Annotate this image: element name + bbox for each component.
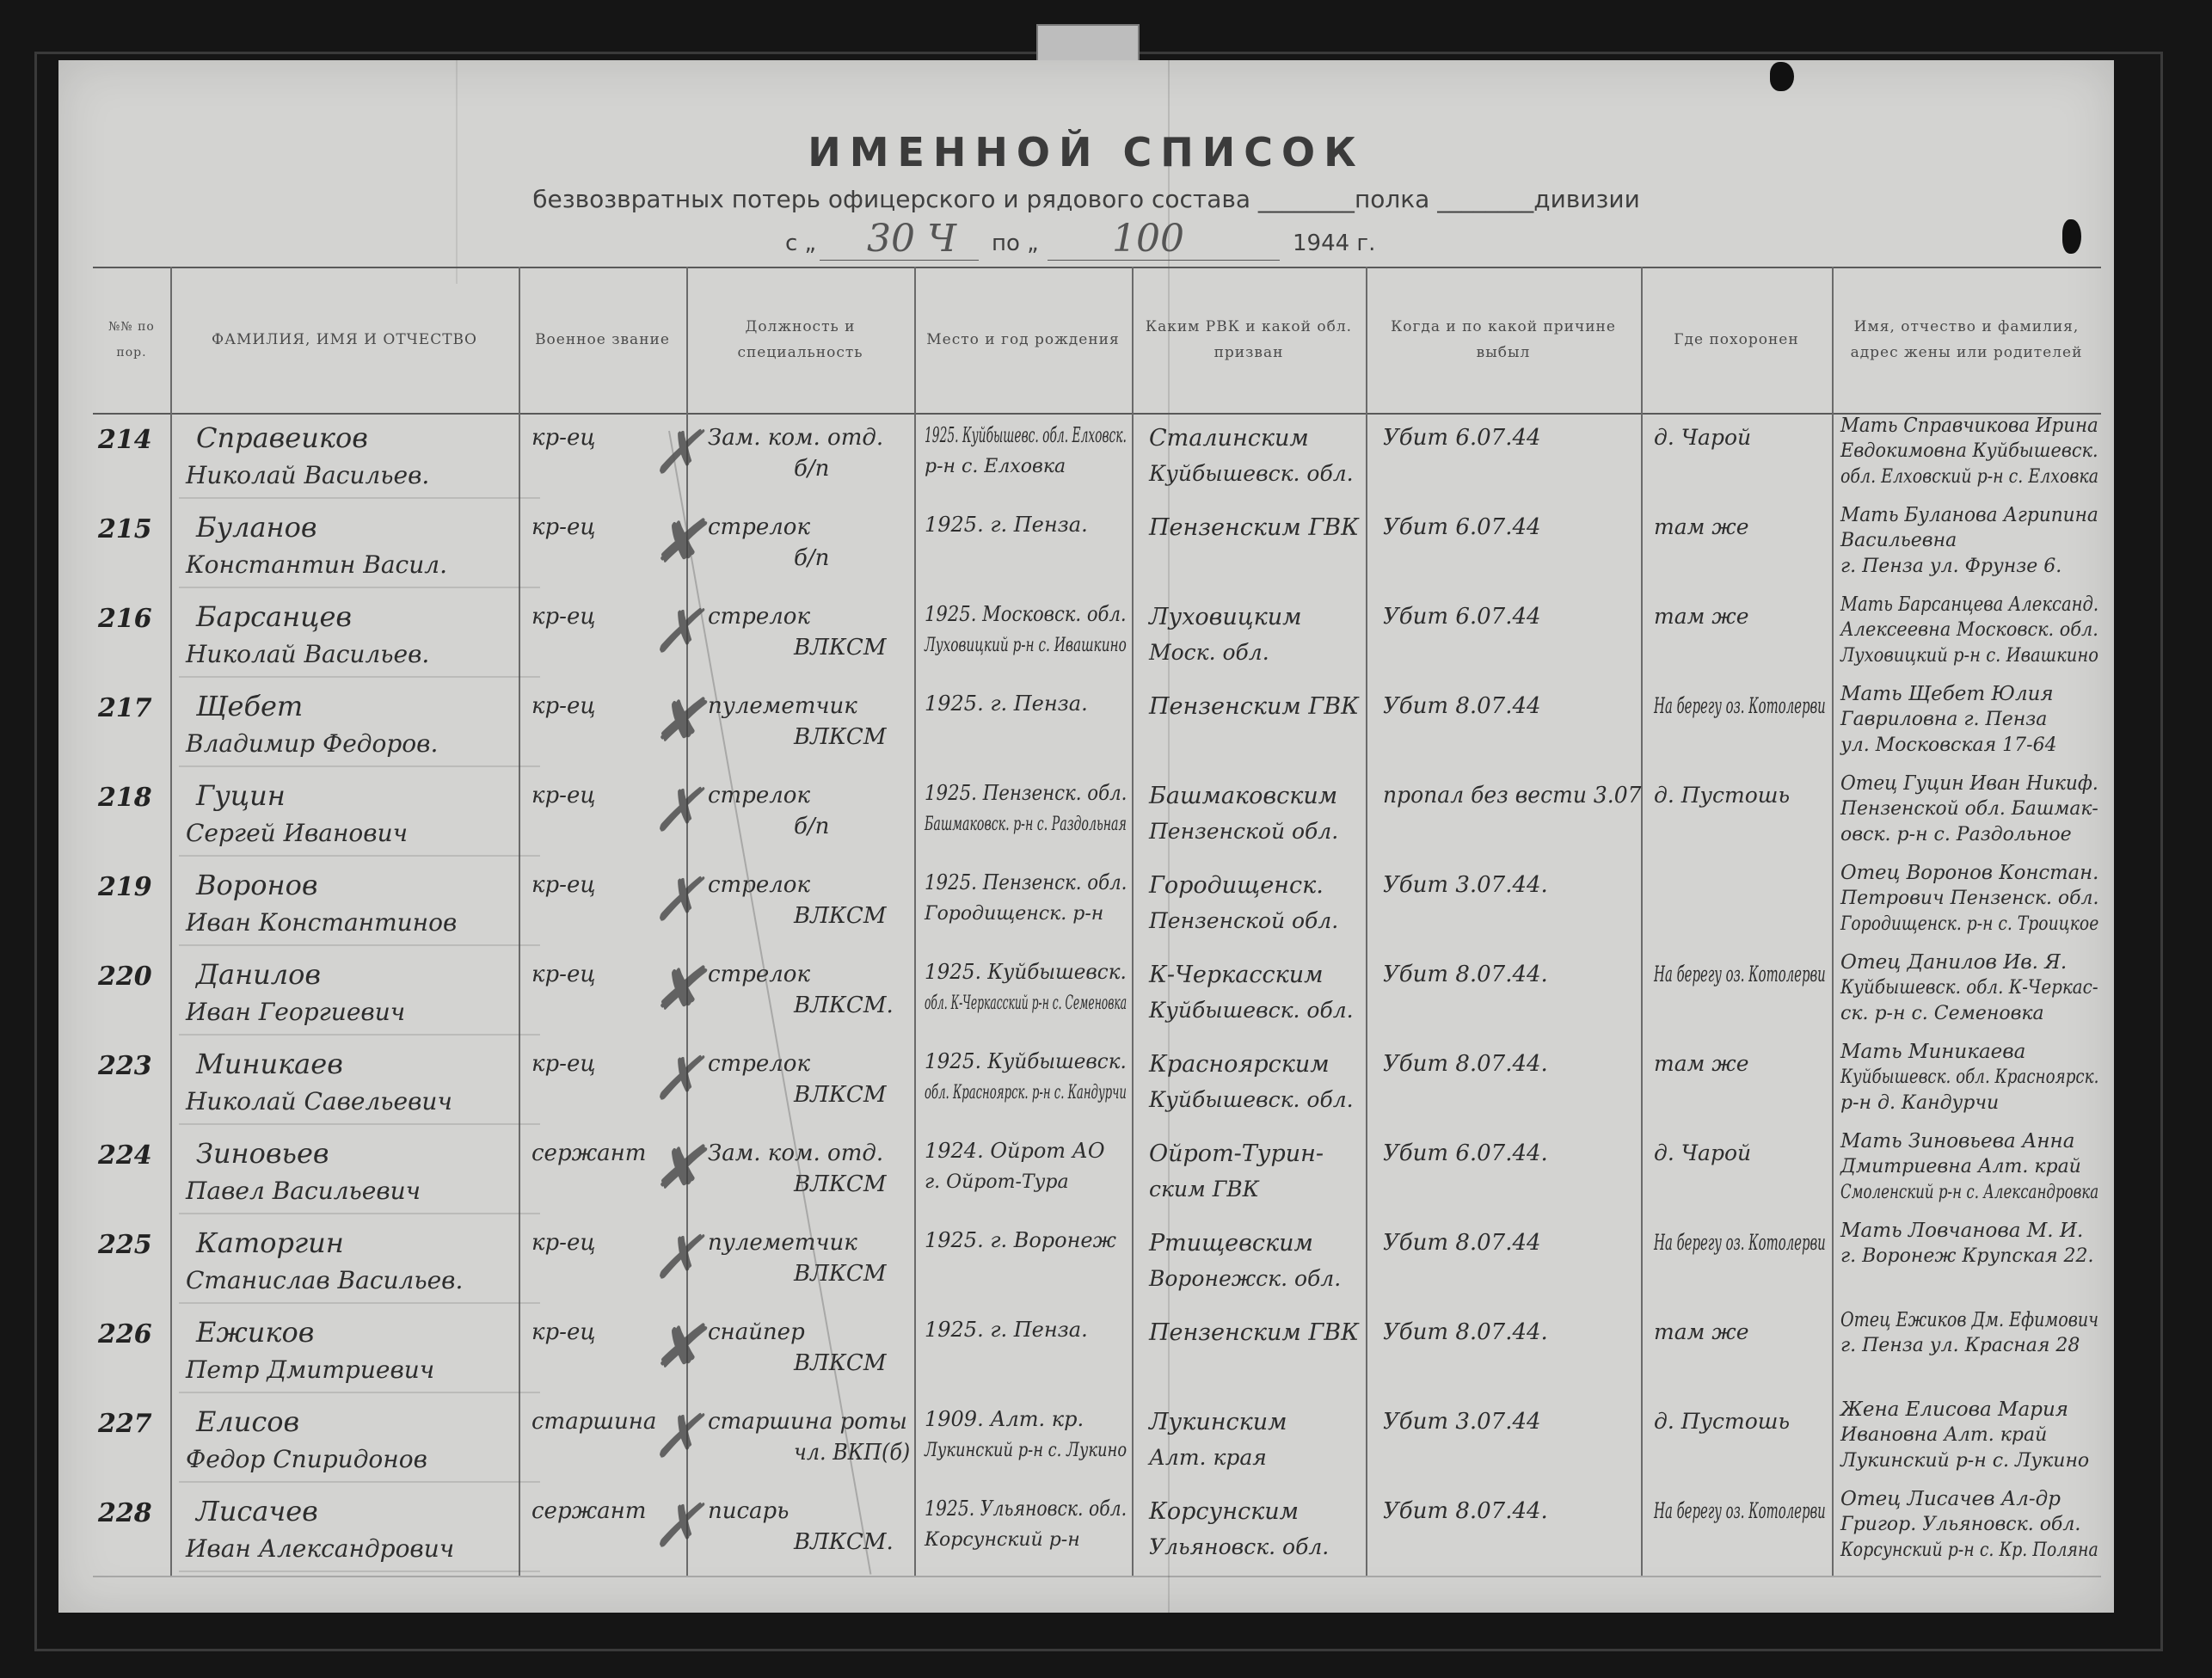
record-rank: кр-ец <box>531 693 596 719</box>
record-rank: кр-ец <box>531 962 596 987</box>
record-kin-address: ул. Московская 17-64 <box>1840 735 2057 756</box>
record-draft-region: Моск. обл. <box>1149 640 1269 665</box>
column-header: Имя, отчество и фамилия, адрес жены или родителей <box>1850 318 2083 361</box>
column-rule <box>1832 267 1834 1576</box>
record-birthplace-detail: Городищенск. р-н <box>925 903 1104 925</box>
record-given-names: Николай Васильев. <box>186 640 430 668</box>
record-draft-office: Пензенским ГВК <box>1149 1319 1360 1346</box>
record-party: б/п <box>794 456 830 482</box>
record-given-names: Петр Дмитриевич <box>186 1355 435 1384</box>
record-number: 215 <box>98 514 152 544</box>
record-given-names: Федор Спиридонов <box>186 1445 427 1473</box>
record-position: Зам. ком. отд. <box>708 425 884 451</box>
record-surname: Лисачев <box>196 1495 318 1527</box>
record-draft-region: Пензенской обл. <box>1149 908 1339 933</box>
record-given-names: Станислав Васильев. <box>186 1266 464 1294</box>
record-given-names: Сергей Иванович <box>186 819 409 847</box>
record-kin: Мать Зиновьева Анна <box>1840 1130 2075 1152</box>
column-header: Военное звание <box>535 331 670 348</box>
date-to-prefix: по „ <box>992 230 1039 256</box>
record-party: ВЛКСМ <box>794 1261 887 1287</box>
date-from-value: 30 Ч <box>867 217 956 261</box>
pin-hole <box>2062 219 2081 254</box>
subtitle-text: безвозвратных потерь офицерского и рядового состава <box>532 185 1251 213</box>
record-birthplace: 1925. Куйбышевск. <box>925 960 1127 984</box>
record-given-names: Иван Константинов <box>186 908 458 937</box>
record-position: Зам. ком. отд. <box>708 1140 884 1166</box>
record-kin-detail: г. Воронеж Крупская 22. <box>1840 1245 2094 1267</box>
date-year: 1944 г. <box>1293 230 1376 256</box>
record-fate: Убит 6.07.44 <box>1383 425 1541 451</box>
record-draft-office: Корсунским <box>1149 1498 1300 1525</box>
record-draft-region: Воронежск. обл. <box>1149 1266 1342 1291</box>
record-birthplace: 1925. Московск. обл. <box>925 602 1127 626</box>
pin-hole <box>1770 62 1794 91</box>
record-fate: Убит 8.07.44. <box>1383 962 1548 987</box>
column-rule <box>1132 267 1134 1576</box>
document-subtitle: безвозвратных потерь офицерского и рядового состава ________полка ________дивизии <box>532 185 1640 213</box>
record-number: 225 <box>98 1230 152 1260</box>
record-kin: Жена Елисова Мария <box>1840 1398 2069 1421</box>
record-party: б/п <box>794 814 830 839</box>
ink-underline <box>179 497 540 499</box>
record-draft-region: Куйбышевск. обл. <box>1149 998 1354 1023</box>
record-party: ВЛКСМ <box>794 1082 887 1108</box>
record-kin-detail: Дмитриевна Алт. край <box>1840 1156 2081 1177</box>
record-kin-address: Луховицкий р-н с. Ивашкино <box>1840 645 2099 667</box>
record-draft-region: Куйбышевск. обл. <box>1149 461 1354 486</box>
record-draft-office: Луховицким <box>1149 604 1302 630</box>
header-rule <box>93 413 2101 415</box>
record-position: стрелок <box>708 604 810 630</box>
record-fate: Убит 6.07.44 <box>1383 604 1541 630</box>
record-draft-office: Ртищевским <box>1149 1230 1313 1257</box>
record-party: ВЛКСМ. <box>794 1529 894 1555</box>
record-surname: Данилов <box>196 958 322 991</box>
pencil-checkmark: ✗ <box>652 1401 703 1472</box>
ink-underline <box>179 1392 540 1393</box>
record-fate: Убит 8.07.44. <box>1383 1498 1548 1524</box>
record-draft-office: Пензенским ГВК <box>1149 514 1360 541</box>
record-kin-detail: Алексеевна Московск. обл. <box>1840 619 2098 641</box>
record-kin: Мать Справчикова Ирина <box>1840 415 2098 437</box>
column-header: Где похоронен <box>1674 331 1799 348</box>
record-fate: Убит 3.07.44. <box>1383 872 1548 898</box>
record-party: ВЛКСМ <box>794 1350 887 1376</box>
column-header: ФАМИЛИЯ, ИМЯ И ОТЧЕСТВО <box>212 331 477 348</box>
ink-underline <box>179 855 540 857</box>
pencil-checkmark: ✗ <box>652 775 703 845</box>
record-surname: Справеиков <box>196 421 368 454</box>
record-number: 218 <box>98 783 152 813</box>
record-rank: кр-ец <box>531 1051 596 1077</box>
record-surname: Буланов <box>196 511 317 544</box>
date-range <box>785 217 1542 267</box>
record-surname: Зиновьев <box>196 1137 329 1170</box>
record-surname: Щебет <box>196 690 304 722</box>
ink-underline <box>179 1034 540 1036</box>
record-burial: д. Пустошь <box>1654 1409 1791 1434</box>
ink-underline <box>179 1123 540 1125</box>
record-draft-region: ским ГВК <box>1149 1177 1259 1202</box>
table-bottom-rule <box>93 1576 2101 1577</box>
ink-underline <box>179 1570 540 1572</box>
record-draft-office: Городищенск. <box>1149 872 1324 899</box>
record-number: 220 <box>98 962 152 992</box>
record-surname: Гуцин <box>196 779 286 812</box>
record-given-names: Николай Васильев. <box>186 461 430 489</box>
record-rank: кр-ец <box>531 604 596 630</box>
record-given-names: Константин Васил. <box>186 550 447 579</box>
record-birthplace: 1925. Пензенск. обл. <box>925 781 1128 805</box>
record-kin-address: Городищенск. р-н с. Троицкое <box>1840 913 2099 935</box>
date-from-prefix: с „ <box>785 230 817 256</box>
record-fate: Убит 8.07.44. <box>1383 1051 1548 1077</box>
document-header <box>58 60 2114 267</box>
record-burial: д. Чарой <box>1654 425 1752 450</box>
record-birthplace-detail: Корсунский р-н <box>925 1529 1080 1551</box>
record-party: б/п <box>794 545 830 571</box>
record-number: 223 <box>98 1051 152 1081</box>
pencil-checkmark: ✗ <box>652 596 703 667</box>
record-rank: сержант <box>531 1498 647 1524</box>
record-number: 217 <box>98 693 152 723</box>
record-given-names: Николай Савельевич <box>186 1087 452 1116</box>
ink-underline <box>179 1213 540 1214</box>
record-kin: Отец Ежиков Дм. Ефимович <box>1840 1309 2099 1331</box>
record-burial: На берегу оз. Котолерви <box>1654 693 1826 718</box>
record-birthplace: 1925. Ульяновск. обл. <box>925 1497 1128 1521</box>
record-draft-region: Алт. края <box>1149 1445 1267 1470</box>
record-burial: д. Чарой <box>1654 1140 1752 1165</box>
document-title: ИМЕННОЙ СПИСОК <box>808 129 1365 175</box>
paper-tab <box>1036 24 1140 64</box>
roster-table <box>93 267 2101 1591</box>
pencil-checkmark: ✘ <box>652 1133 703 1203</box>
record-birthplace: 1909. Алт. кр. <box>925 1407 1084 1431</box>
record-kin: Мать Барсанцева Александ. <box>1840 593 2099 616</box>
record-birthplace-detail: р-н с. Елховка <box>925 456 1066 477</box>
record-rank: старшина <box>531 1409 657 1435</box>
record-kin-address: овск. р-н с. Раздольное <box>1840 824 2072 845</box>
record-party: ВЛКСМ. <box>794 993 894 1018</box>
record-burial: там же <box>1654 1319 1749 1344</box>
record-kin: Мать Миникаева <box>1840 1041 2026 1063</box>
pencil-checkmark: ✘ <box>652 1312 703 1382</box>
record-kin-detail: Евдокимовна Куйбышевск. <box>1840 440 2098 462</box>
column-rule <box>1641 267 1643 1576</box>
record-fate: Убит 6.07.44 <box>1383 514 1541 540</box>
record-rank: кр-ец <box>531 783 596 808</box>
record-kin-detail: Куйбышевск. обл. К-Черкас- <box>1840 977 2098 999</box>
record-draft-region: Ульяновск. обл. <box>1149 1534 1330 1559</box>
record-surname: Ежиков <box>196 1316 315 1349</box>
record-birthplace: 1924. Ойрот АО <box>925 1139 1105 1163</box>
record-draft-office: Пензенским ГВК <box>1149 693 1360 720</box>
record-number: 219 <box>98 872 152 902</box>
pencil-checkmark: ✘ <box>652 685 703 756</box>
ink-underline <box>179 587 540 588</box>
record-kin-detail: г. Пенза ул. Красная 28 <box>1840 1335 2080 1356</box>
record-birthplace: 1925. Куйбышевск. <box>925 1049 1127 1073</box>
record-kin-detail: Петрович Пензенск. обл. <box>1840 888 2099 909</box>
record-position: писарь <box>708 1498 790 1524</box>
column-header: Каким РВК и какой обл. призван <box>1145 318 1353 361</box>
record-kin: Мать Буланова Агрипина <box>1840 504 2098 526</box>
record-draft-office: Башмаковским <box>1149 783 1338 809</box>
record-number: 227 <box>98 1409 152 1439</box>
record-kin-detail: Васильевна <box>1840 530 1957 551</box>
record-birthplace-detail: г. Ойрот-Тура <box>925 1171 1069 1193</box>
record-kin: Мать Ловчанова М. И. <box>1840 1220 2084 1242</box>
subtitle-regiment: полка <box>1354 185 1430 213</box>
record-birthplace-detail: обл. К-Черкасский р-н с. Семеновка <box>925 993 1128 1014</box>
record-birthplace-detail: обл. Красноярск. р-н с. Кандурчи <box>925 1082 1127 1103</box>
record-kin-address: ск. р-н с. Семеновка <box>1840 1003 2044 1024</box>
record-surname: Миникаев <box>196 1048 343 1080</box>
record-draft-region: Куйбышевск. обл. <box>1149 1087 1354 1112</box>
document-sheet <box>58 60 2114 1613</box>
column-rule <box>170 267 172 1576</box>
record-kin-detail: Ивановна Алт. край <box>1840 1424 2048 1446</box>
record-burial: там же <box>1654 1051 1749 1076</box>
pencil-checkmark: ✗ <box>652 1491 703 1561</box>
record-fate: Убит 3.07.44 <box>1383 1409 1541 1435</box>
ink-underline <box>179 676 540 678</box>
record-position: снайпер <box>708 1319 805 1345</box>
record-position: стрелок <box>708 962 810 987</box>
record-burial: д. Пустошь <box>1654 783 1791 808</box>
record-kin-address: Корсунский р-н с. Кр. Поляна <box>1840 1540 2098 1561</box>
record-birthplace: 1925. г. Пенза. <box>925 513 1088 537</box>
record-party: чл. ВКП(б) <box>794 1440 911 1466</box>
record-party: ВЛКСМ <box>794 724 887 750</box>
column-rule <box>519 267 520 1576</box>
record-burial: На берегу оз. Котолерви <box>1654 962 1826 987</box>
pencil-checkmark: ✗ <box>652 1043 703 1114</box>
record-birthplace-detail: Лукинский р-н с. Лукино <box>925 1440 1128 1461</box>
record-fate: Убит 8.07.44. <box>1383 1319 1548 1345</box>
record-position: старшина роты <box>708 1409 907 1435</box>
record-fate: Убит 8.07.44 <box>1383 1230 1541 1256</box>
record-birthplace: 1925. г. Воронеж <box>925 1228 1116 1252</box>
record-number: 224 <box>98 1140 152 1171</box>
pencil-checkmark: ✗ <box>652 1222 703 1293</box>
record-given-names: Иван Александрович <box>186 1534 455 1563</box>
record-position: пулеметчик <box>708 1230 857 1256</box>
record-number: 226 <box>98 1319 152 1349</box>
record-kin: Отец Гуцин Иван Никиф. <box>1840 772 2098 795</box>
column-rule <box>1366 267 1367 1576</box>
record-position: стрелок <box>708 514 810 540</box>
record-burial: На берегу оз. Котолерви <box>1654 1230 1826 1255</box>
record-draft-region: Пензенской обл. <box>1149 819 1339 844</box>
record-kin-address: г. Пенза ул. Фрунзе 6. <box>1840 556 2062 577</box>
ink-underline <box>179 944 540 946</box>
record-rank: кр-ец <box>531 514 596 540</box>
record-kin-detail: Пензенской обл. Башмак- <box>1840 798 2098 820</box>
column-header: Должность и специальность <box>737 318 863 361</box>
table-top-rule <box>93 267 2101 268</box>
record-burial: На берегу оз. Котолерви <box>1654 1498 1826 1523</box>
record-surname: Каторгин <box>196 1226 344 1259</box>
record-party: ВЛКСМ <box>794 1171 887 1197</box>
record-given-names: Иван Георгиевич <box>186 998 406 1026</box>
record-given-names: Владимир Федоров. <box>186 729 439 758</box>
record-birthplace-detail: Луховицкий р-н с. Ивашкино <box>925 635 1127 656</box>
record-rank: кр-ец <box>531 425 596 451</box>
record-draft-office: К-Черкасским <box>1149 962 1324 988</box>
record-kin-address: обл. Елховский р-н с. Елховка <box>1840 466 2099 488</box>
record-kin: Отец Лисачев Ал-др <box>1840 1488 2061 1510</box>
column-header: №№ по пор. <box>108 320 155 360</box>
subtitle-division: дивизии <box>1533 185 1640 213</box>
record-rank: кр-ец <box>531 1230 596 1256</box>
record-number: 214 <box>98 425 152 455</box>
record-rank: кр-ец <box>531 1319 596 1345</box>
record-position: стрелок <box>708 783 810 808</box>
record-burial: там же <box>1654 604 1749 629</box>
record-rank: сержант <box>531 1140 647 1166</box>
record-position: стрелок <box>708 1051 810 1077</box>
record-birthplace: 1925. Куйбышевс. обл. Елховск. <box>925 423 1127 447</box>
record-fate: пропал без вести 3.07 <box>1383 783 1642 808</box>
record-kin-detail: Куйбышевск. обл. Красноярск. <box>1840 1066 2099 1088</box>
column-rule <box>914 267 916 1576</box>
record-kin-address: Смоленский р-н с. Александровка <box>1840 1182 2099 1203</box>
record-kin: Отец Воронов Констан. <box>1840 862 2099 884</box>
record-birthplace-detail: Башмаковск. р-н с. Раздольная <box>925 814 1127 835</box>
record-party: ВЛКСМ <box>794 903 887 929</box>
record-number: 228 <box>98 1498 152 1528</box>
date-to-value: 100 <box>1112 217 1184 261</box>
record-birthplace: 1925. г. Пенза. <box>925 1318 1088 1342</box>
ink-underline <box>179 1302 540 1304</box>
record-party: ВЛКСМ <box>794 635 887 661</box>
column-header: Когда и по какой причине выбыл <box>1391 318 1616 361</box>
record-position: стрелок <box>708 872 810 898</box>
record-surname: Барсанцев <box>196 600 353 633</box>
record-kin-address: р-н д. Кандурчи <box>1840 1092 2000 1114</box>
record-burial: там же <box>1654 514 1749 539</box>
record-birthplace: 1925. г. Пенза. <box>925 691 1088 716</box>
record-kin: Отец Данилов Ив. Я. <box>1840 951 2068 974</box>
record-given-names: Павел Васильевич <box>186 1177 421 1205</box>
pencil-checkmark: ✘ <box>652 954 703 1024</box>
record-surname: Воронов <box>196 869 318 901</box>
record-kin: Мать Щебет Юлия <box>1840 683 2054 705</box>
record-draft-office: Красноярским <box>1149 1051 1330 1078</box>
record-surname: Елисов <box>196 1405 300 1438</box>
record-draft-office: Сталинским <box>1149 425 1309 452</box>
ink-underline <box>179 765 540 767</box>
record-fate: Убит 6.07.44. <box>1383 1140 1548 1166</box>
record-draft-office: Лукинским <box>1149 1409 1287 1435</box>
record-rank: кр-ец <box>531 872 596 898</box>
record-kin-detail: Гавриловна г. Пенза <box>1840 709 2048 730</box>
record-kin-address: Лукинский р-н с. Лукино <box>1840 1450 2090 1472</box>
record-number: 216 <box>98 604 152 634</box>
pencil-checkmark: ✘ <box>652 507 703 577</box>
record-position: пулеметчик <box>708 693 857 719</box>
record-kin-detail: Григор. Ульяновск. обл. <box>1840 1514 2081 1535</box>
pencil-checkmark: ✗ <box>652 417 703 488</box>
record-fate: Убит 8.07.44 <box>1383 693 1541 719</box>
pencil-checkmark: ✗ <box>652 864 703 935</box>
record-birthplace: 1925. Пензенск. обл. <box>925 870 1128 894</box>
ink-underline <box>179 1481 540 1483</box>
record-draft-office: Ойрот-Турин- <box>1149 1140 1324 1167</box>
column-header: Место и год рождения <box>926 331 1120 348</box>
